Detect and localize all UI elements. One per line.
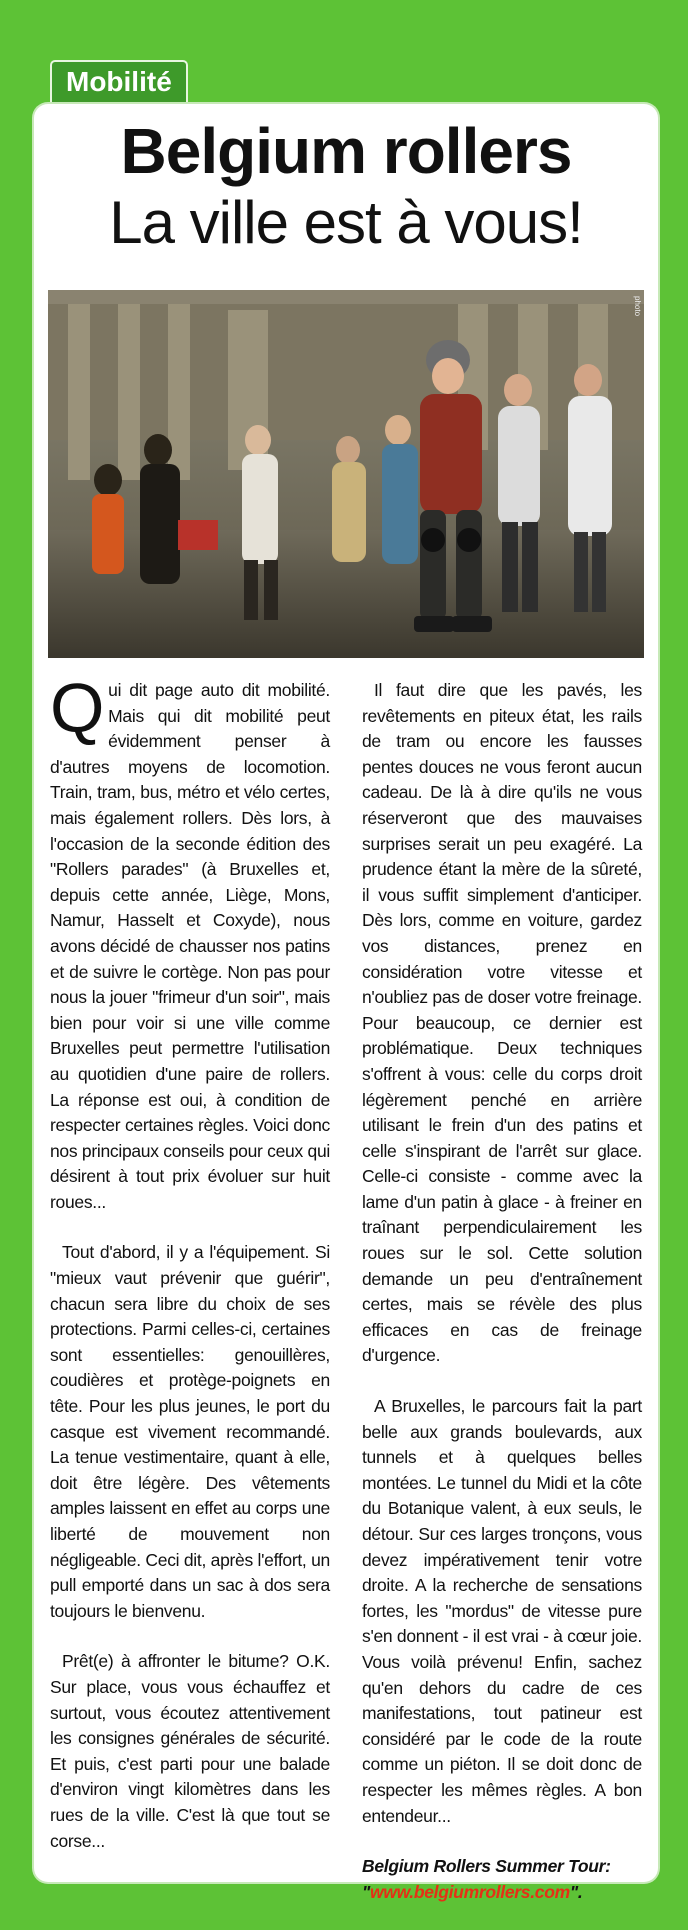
subhead: La ville est à vous! bbox=[109, 189, 583, 256]
section-tag: Mobilité bbox=[50, 60, 188, 104]
footer-credit: Belgium Rollers Summer Tour: "www.belgiumrollers.com". bbox=[362, 1856, 611, 1902]
article-photo bbox=[48, 290, 644, 658]
paragraph-5: A Bruxelles, le parcours fait la part belle aux grands boulevards, aux tunnels et à quelques belles montées. Le tunnel du Midi et la côte du Botanique valent, à eux seuls, le détour. Sur ces larges tronçons, vous devez impérativement tenir votre droite. A la recherche de sensations fortes, les "mordus" de vitesse pure s'en donnent - il est vrai - à cœur joie. Vous voilà prévenu! Enfin, sachez qu'en dehors du cadre de ces manifestations, tout patineur est considéré par le code de la route comme un piéton. Il se doit donc de respecter les mêmes règles. A bon entendeur... bbox=[362, 1396, 642, 1826]
article-card bbox=[34, 104, 658, 1902]
headline: Belgium rollers bbox=[120, 115, 572, 187]
paragraph-1: Qui dit page auto dit mobilité. Mais qui dit mobilité peut évidemment penser à d'autres moyens de locomotion. Train, tram, bus, métro et vélo certes, mais également rollers. Dès lors, à l'occasion de la seconde édition des "Rollers parades" (à Bruxelles et, depuis cette année, Liège, Mons, Namur, Hasselt et Coxyde), nous avons décidé de chausser nos patins et de suivre le cortège. Non pas pour nous la jouer "frimeur d'un soir", mais bien pour voir si une ville comme Bruxelles peut permettre l'utilisation au quotidien d'une paire de rollers. La réponse est oui, à condition de respecter certaines règles. Voici donc nos principaux conseils pour ceux qui désirent à tout prix évoluer sur huit roues... bbox=[50, 669, 330, 1212]
paragraph-2: Tout d'abord, il y a l'équipement. Si "mieux vaut prévenir que guérir", chacun sera libre du choix de ses protections. Parmi celles-ci, certaines sont essentielles: genouillères, coudières et protège-poignets en tête. Pour les plus jeunes, le port du casque est vivement recommandé. La tenue vestimentaire, quant à elle, doit être légère. Des vêtements amples laissent en effet au corps une liberté de mouvement non négligeable. Ceci dit, après l'effort, un pull emporté dans un sac à dos sera toujours le bienvenu. bbox=[50, 1242, 330, 1621]
footer-url-link[interactable]: www.belgiumrollers.com bbox=[370, 1881, 570, 1902]
photo-credit: photo bbox=[633, 296, 642, 317]
left-column bbox=[50, 669, 330, 1879]
footer-label: Belgium Rollers Summer Tour: bbox=[362, 1856, 611, 1877]
paragraph-3: Prêt(e) à affronter le bitume? O.K. Sur place, vous vous échauffez et surtout, vous écoutez attentivement les consignes générales de sécurité. Et puis, c'est parti pour une balade d'environ vingt kilomètres dans les rues de la ville. C'est là que tout se corse... bbox=[50, 1651, 330, 1851]
paragraph-4: Il faut dire que les pavés, les revêtements en piteux état, les rails de tram ou encore les fausses pentes douces ne vous feront aucun cadeau. De là à dire qu'ils ne vous réserveront que des mauvaises surprises serait un peu exagéré. La prudence étant la mère de la sûreté, il vous suffit simplement d'anticiper. Dès lors, comme en voiture, gardez vos distances, prenez en considération votre vitesse et n'oubliez pas de doser votre freinage. Pour beaucoup, ce dernier est problématique. Deux techniques s'offrent à vous: celle du corps droit légèrement penché en arrière utilisant le frein d'un des patins et celle s'inspirant de l'arrêt sur glace. Celle-ci consiste - comme avec la lame d'un patin à glace - à freiner en traînant perpendiculairement les roues sur le sol. Cette solution demande un peu d'entraînement certes, mais se révèle des plus efficaces en cas de freinage d'urgence. bbox=[362, 680, 642, 1366]
photo-skaters-icon bbox=[48, 290, 644, 658]
right-column bbox=[362, 678, 642, 1930]
dropcap: Q bbox=[50, 669, 105, 747]
